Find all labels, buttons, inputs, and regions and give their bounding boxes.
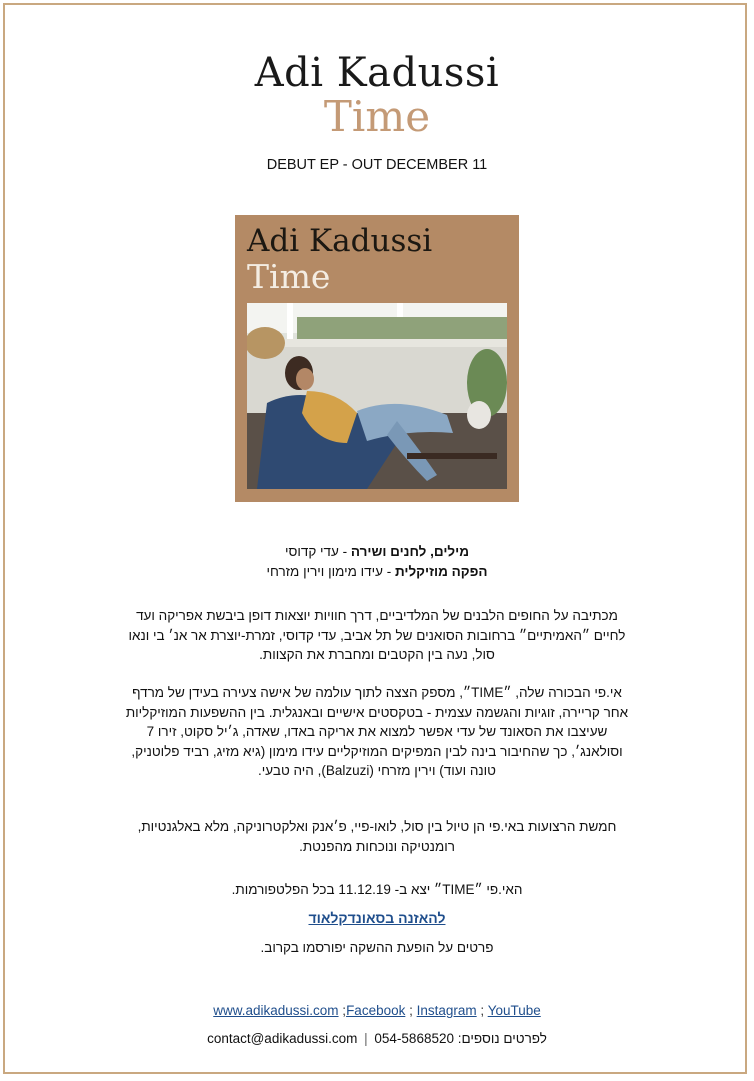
social-links [0, 1003, 754, 1018]
soundcloud-link[interactable]: להאזנה בסאונדקלאוד [308, 910, 446, 926]
contact-line [0, 1031, 754, 1046]
contact-email[interactable]: contact@adikadussi.com [207, 1031, 358, 1046]
launch-details: פרטים על הופעת ההשקה יפורסמו בקרוב. [260, 940, 494, 955]
bio-paragraph-3: חמשת הרצועות באי.פי הן טיול בין סול, לואו-פיי, פ׳אנק ואלקטרוניקה, מלא באלגנטיות, רומנטיקה ונוכחות מהפנטת. [137, 819, 617, 854]
youtube-link[interactable]: YouTube [487, 1003, 541, 1018]
instagram-link[interactable]: Instagram [416, 1003, 477, 1018]
contact-phone-group [374, 1031, 547, 1046]
link-separator: ; [338, 1003, 347, 1018]
album-cover [235, 215, 519, 502]
contact-phone[interactable]: 054-5868520 [374, 1031, 454, 1046]
cover-photo-illustration [247, 303, 507, 489]
credits-line-production [0, 562, 754, 582]
album-cover-photo [247, 303, 507, 489]
link-separator: ; [476, 1003, 488, 1018]
credits-line-lyrics [0, 542, 754, 562]
artist-name: Adi Kadussi [254, 50, 500, 96]
cover-artist-name: Adi Kadussi [247, 223, 433, 259]
facebook-link[interactable]: Facebook [346, 1003, 406, 1018]
release-announcement: האי.פי ״TIME״ יצא ב- 11.12.19 בכל הפלטפורמות. [231, 882, 523, 897]
bio-paragraph-2: אי.פי הבכורה שלה, ״TIME״, מספק הצצה לתוך עולמה של אישה צעירה בעידן של מרדף אחר קריירה, זוגיות והגשמה עצמית - בטקסטים אישיים ובאנגלית. בין ההשפעות המוזיקליות שעיצבו את הסאונד של עדי אפשר למצוא את אריקה באדו, שאדה, ג׳יל סקוט, זירו 7 וסולאנג׳, כך שהחיבור בינה לבין המפיקים המוזיקליים עידו מימון (גיא מזיג, רביד פלוטניק, טונה ועוד) וירין מזרחי (Balzuzi), היה טבעי. [125, 685, 629, 778]
credits-lyrics-label: מילים, לחנים ושירה [350, 544, 470, 559]
contact-divider: | [364, 1031, 368, 1046]
contact-label: לפרטים נוספים: [457, 1031, 547, 1046]
website-link[interactable]: www.adikadussi.com [213, 1003, 339, 1018]
cover-album-title: Time [247, 257, 331, 296]
credits-production-label: הפקה מוזיקלית [394, 564, 488, 579]
listen-section [0, 910, 754, 926]
album-title: Time [323, 92, 431, 141]
link-separator: ; [405, 1003, 413, 1018]
credits-lyrics-value: - עדי קדוסי [284, 544, 351, 559]
release-subtitle: DEBUT EP - OUT DECEMBER 11 [266, 157, 488, 173]
credits-production-value: - עידו מימון וירין מזרחי [266, 564, 395, 579]
credits-block [0, 542, 754, 582]
bio-paragraph-1: מכתיבה על החופים הלבנים של המלדיביים, דרך חוויות יוצאות דופן ביבשת אפריקה ועד לחיים ״האמיתיים״ ברחובות הסואנים של תל אביב, עדי קדוסי, זמרת-יוצרת אר אנ׳ בי ונאו סול, נעה בין הקטבים ומחברת את הקצוות. [128, 608, 626, 662]
